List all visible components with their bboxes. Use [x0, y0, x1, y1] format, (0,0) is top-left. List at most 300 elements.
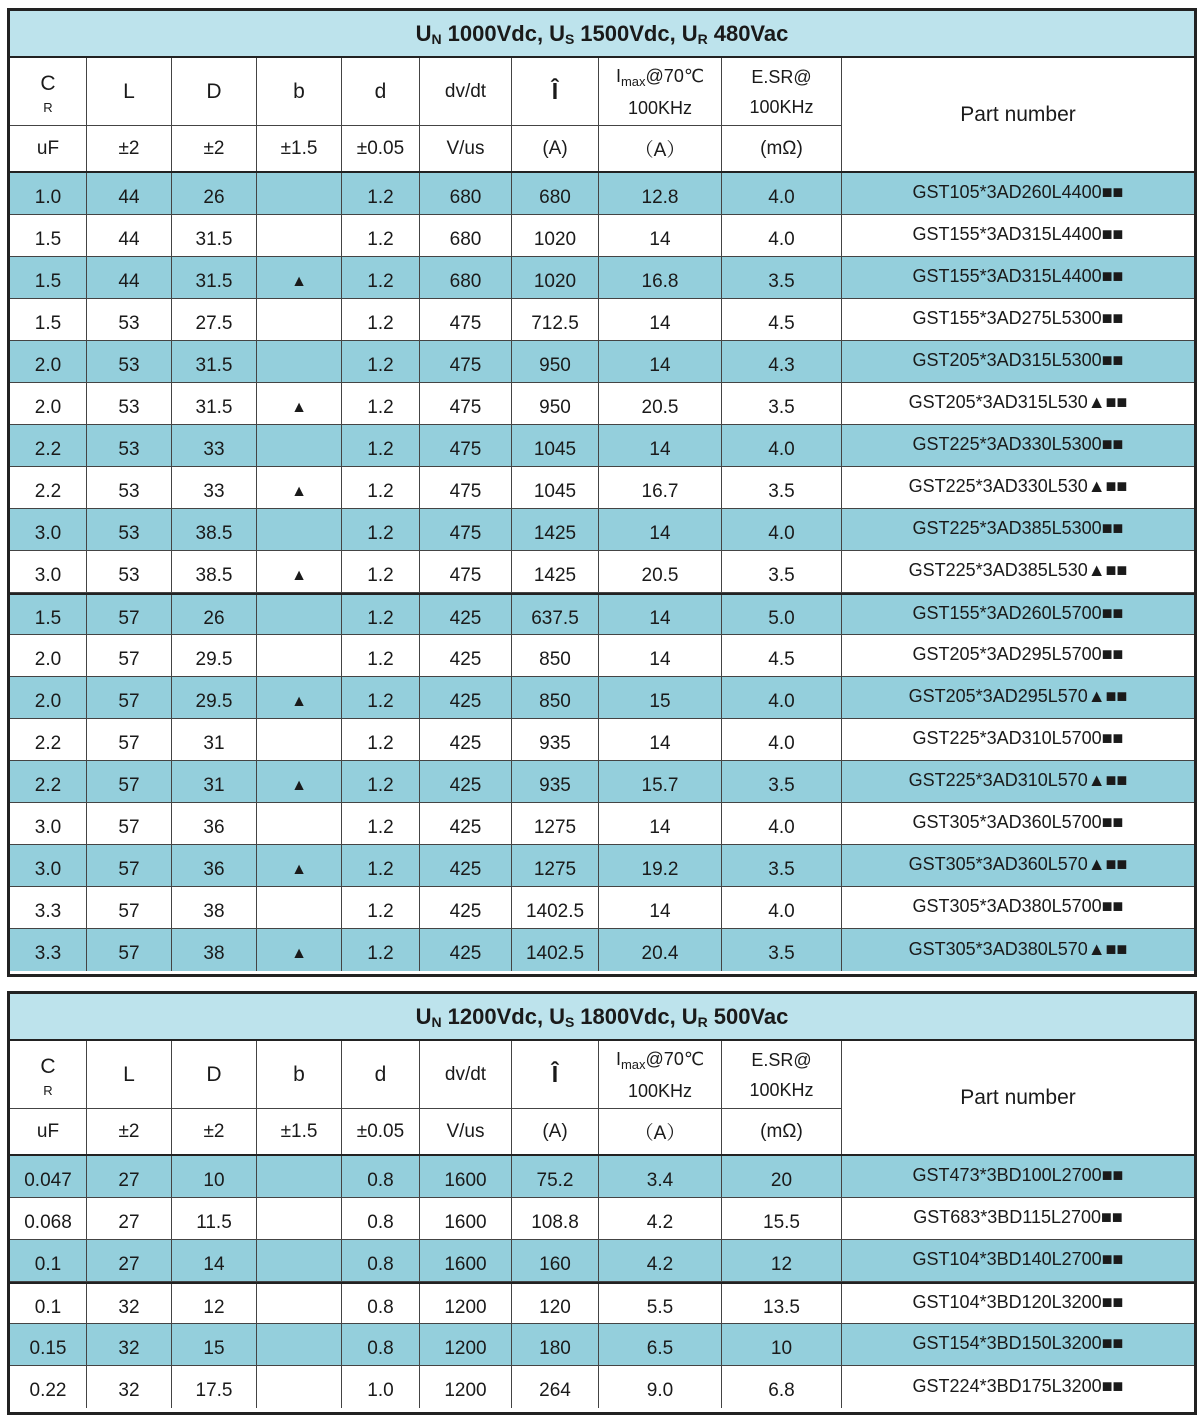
cell-cr [10, 173, 87, 214]
cell-value: 36 [203, 816, 225, 838]
cell-imax [599, 173, 722, 214]
table-header [10, 58, 1194, 173]
cell-value: 1.5 [34, 228, 62, 250]
cell-i [512, 257, 599, 298]
cell-cr [10, 1324, 87, 1365]
cell-value: 15.5 [763, 1211, 800, 1233]
cell-l [87, 1240, 172, 1281]
header-label-i [512, 1041, 598, 1109]
imax-subscript: max [620, 1056, 646, 1072]
table-row [10, 551, 1194, 593]
table-title [10, 11, 1194, 58]
header-cell-d [172, 1041, 257, 1154]
cell-part [842, 173, 1194, 214]
cell-imax [599, 719, 722, 760]
imax-freq: 100KHz [627, 1080, 693, 1101]
esr-line2 [749, 1075, 813, 1105]
cell-imax [599, 635, 722, 676]
cell-cr [10, 509, 87, 550]
cell-value: 31 [203, 774, 225, 796]
cell-imax [599, 215, 722, 256]
cell-value: 14 [203, 1253, 225, 1275]
cell-dd [342, 509, 420, 550]
header-cell-b [257, 1041, 342, 1154]
cell-i [512, 215, 599, 256]
imax-symbol: I [615, 1048, 621, 1069]
cell-cr [10, 595, 87, 634]
cell-esr [722, 551, 842, 592]
header-cell-dvdt [420, 1041, 512, 1154]
cell-dd [342, 1240, 420, 1281]
cell-value: 850 [539, 648, 571, 670]
cell-dvdt [420, 1156, 512, 1197]
cell-value: 1600 [444, 1211, 487, 1233]
table-header [10, 1041, 1194, 1156]
header-cell-imax [599, 58, 722, 171]
unit-label: （A） [634, 1123, 686, 1144]
cell-l [87, 677, 172, 718]
cell-value: 26 [203, 186, 225, 208]
cell-dvdt [420, 299, 512, 340]
cell-cr [10, 1156, 87, 1197]
header-label-esr [722, 1041, 841, 1109]
cell-value: 1.5 [34, 312, 62, 334]
cell-value: 3.0 [34, 522, 62, 544]
cell-dd [342, 341, 420, 382]
cell-l [87, 929, 172, 971]
cell-dd [342, 929, 420, 971]
part-number-label: Part number [960, 1085, 1076, 1109]
title-voltage-3 [682, 21, 789, 47]
cell-value: 29.5 [195, 690, 233, 712]
cell-value: ▲ [291, 776, 307, 794]
cell-value: 14 [649, 732, 671, 754]
cell-esr [722, 887, 842, 928]
esr-line2 [749, 92, 813, 122]
cell-d [172, 551, 257, 592]
cell-value: 1.2 [367, 228, 394, 250]
cell-esr [722, 1198, 842, 1239]
cell-value: 950 [539, 354, 571, 376]
cell-value: 1.2 [367, 900, 394, 922]
unit-label: V/us [446, 1120, 485, 1142]
unit-label: ±2 [118, 137, 140, 159]
cell-b [257, 719, 342, 760]
cell-value: 10 [203, 1169, 225, 1191]
unit-label: V/us [446, 137, 485, 159]
cell-l [87, 803, 172, 844]
cell-value: 53 [118, 396, 140, 418]
cell-b [257, 383, 342, 424]
cell-cr [10, 719, 87, 760]
cell-value: 15 [649, 690, 671, 712]
cell-dd [342, 595, 420, 634]
cell-value: 120 [539, 1296, 571, 1318]
cell-value: 0.22 [29, 1380, 67, 1401]
cell-part [842, 467, 1194, 508]
cell-value: 57 [118, 858, 140, 880]
cell-value: 425 [449, 900, 482, 922]
header-label-l [87, 58, 171, 126]
cell-imax [599, 1198, 722, 1239]
voltage-value: 1800Vdc, [580, 1003, 676, 1029]
cell-value: 12 [770, 1253, 793, 1275]
cell-dvdt [420, 677, 512, 718]
cell-imax [599, 341, 722, 382]
cell-cr [10, 803, 87, 844]
table-row [10, 845, 1194, 887]
cell-l [87, 215, 172, 256]
header-unit-esr [722, 126, 841, 171]
cell-l [87, 595, 172, 634]
cell-imax [599, 929, 722, 971]
header-symbol: C [40, 1055, 56, 1078]
cell-value: 57 [118, 900, 140, 922]
cell-value: 1.2 [367, 816, 394, 838]
cell-value: 11.5 [196, 1211, 232, 1233]
cell-value: 1020 [533, 270, 577, 292]
cell-value: 57 [118, 648, 140, 670]
cell-value: 20.5 [641, 396, 679, 418]
cell-part [842, 1240, 1194, 1281]
cell-value: 57 [118, 816, 140, 838]
header-label-imax [599, 1041, 721, 1109]
cell-value: 38.5 [195, 564, 233, 586]
cell-esr [722, 595, 842, 634]
cr-subscript: R [43, 1083, 53, 1098]
header-cell-part [842, 58, 1194, 171]
header-cell-dvdt [420, 58, 512, 171]
cell-i [512, 467, 599, 508]
cell-part [842, 677, 1194, 718]
cell-imax [599, 467, 722, 508]
cell-value: 425 [449, 774, 482, 796]
cell-dvdt [420, 425, 512, 466]
cell-value: 29.5 [195, 648, 233, 670]
cell-value: ▲ [291, 860, 307, 878]
imax-line1 [616, 1044, 704, 1076]
cell-value: 680 [449, 186, 482, 208]
cell-esr [722, 719, 842, 760]
imax-temp: @70℃ [645, 1048, 705, 1069]
cell-value: 4.0 [768, 522, 795, 544]
cell-value: 53 [118, 354, 140, 376]
cell-cr [10, 845, 87, 886]
cell-value: 19.2 [641, 858, 679, 880]
imax-symbol: I [615, 65, 621, 86]
cell-b [257, 215, 342, 256]
cell-value: 264 [539, 1380, 571, 1401]
cr-subscript: R [43, 100, 53, 115]
cell-value: 3.0 [34, 816, 62, 838]
voltage-symbol: U [549, 20, 565, 46]
header-label-dvdt [420, 1041, 511, 1109]
voltage-value: 1000Vdc, [447, 20, 544, 46]
header-cell-esr [722, 1041, 842, 1154]
cell-value: 425 [449, 816, 482, 838]
cell-value: 3.5 [768, 480, 795, 502]
cell-i [512, 677, 599, 718]
header-label-cr [10, 58, 86, 126]
cell-value: 9.0 [646, 1380, 674, 1401]
cell-dd [342, 173, 420, 214]
header-cell-i [512, 58, 599, 171]
cell-value: 4.2 [646, 1253, 674, 1275]
cell-value: 5.5 [646, 1296, 674, 1318]
cell-value: 0.8 [367, 1169, 394, 1191]
cell-l [87, 719, 172, 760]
unit-label: ±1.5 [280, 137, 318, 159]
cell-value: 20 [770, 1169, 793, 1191]
cell-cr [10, 215, 87, 256]
cell-value: 2.2 [34, 438, 62, 460]
cell-value: 38 [203, 900, 225, 922]
header-symbol: d [374, 79, 387, 103]
cell-cr [10, 1240, 87, 1281]
voltage-value: 500Vac [713, 1003, 789, 1029]
cell-imax [599, 257, 722, 298]
header-symbol: b [293, 79, 305, 103]
cell-b [257, 595, 342, 634]
cell-b [257, 551, 342, 592]
cell-part [842, 1156, 1194, 1197]
cell-b [257, 1240, 342, 1281]
cell-i [512, 761, 599, 802]
cell-cr [10, 1284, 87, 1323]
cell-part [842, 1284, 1194, 1323]
cell-value: 14 [649, 648, 671, 670]
unit-label: （A） [634, 140, 686, 161]
cell-b [257, 887, 342, 928]
cell-part [842, 215, 1194, 256]
part-number-label: Part number [960, 102, 1076, 126]
cell-b [257, 467, 342, 508]
cell-imax [599, 1284, 722, 1323]
cell-i [512, 845, 599, 886]
cell-value: 680 [449, 228, 482, 250]
unit-label: (mΩ) [760, 137, 803, 159]
part-number: GST205*3AD315L530▲■■ [908, 392, 1128, 412]
title-voltage-2 [549, 21, 676, 47]
cell-l [87, 257, 172, 298]
cell-value: 14 [649, 228, 671, 250]
header-part-number [842, 1041, 1194, 1154]
cell-imax [599, 761, 722, 802]
part-number: GST104*3BD140L2700■■ [912, 1249, 1124, 1269]
cell-value: 1425 [533, 522, 577, 544]
table-row [10, 887, 1194, 929]
cell-value: 160 [539, 1253, 571, 1275]
cell-i [512, 509, 599, 550]
unit-label: uF [36, 1120, 60, 1142]
cell-d [172, 1366, 257, 1408]
cell-value: 31.5 [195, 354, 233, 376]
cell-value: 935 [539, 774, 571, 796]
header-unit-l [87, 126, 171, 171]
cell-value: 1.2 [367, 564, 394, 586]
cell-dvdt [420, 595, 512, 634]
cell-dvdt [420, 1240, 512, 1281]
cell-dvdt [420, 719, 512, 760]
cell-value: 475 [449, 396, 482, 418]
cell-cr [10, 383, 87, 424]
cell-value: 425 [449, 607, 482, 629]
part-number: GST305*3AD380L570▲■■ [908, 938, 1128, 959]
cell-value: 6.8 [768, 1380, 795, 1401]
cell-value: 1.2 [367, 312, 394, 334]
cell-part [842, 1324, 1194, 1365]
part-number: GST155*3AD315L4400■■ [912, 266, 1124, 286]
header-unit-i [512, 1109, 598, 1154]
cell-part [842, 509, 1194, 550]
cell-l [87, 341, 172, 382]
header-unit-b [257, 126, 341, 171]
table-row [10, 929, 1194, 971]
header-symbol: D [206, 1062, 222, 1086]
cell-esr [722, 425, 842, 466]
esr-freq: 100KHz [749, 1079, 814, 1100]
cell-imax [599, 425, 722, 466]
cell-value: 475 [449, 564, 482, 586]
cell-part [842, 803, 1194, 844]
cell-value: 53 [118, 564, 140, 586]
unit-label: uF [36, 137, 60, 159]
cell-value: 57 [118, 690, 140, 712]
cell-value: 3.3 [34, 900, 62, 922]
title-voltage-1 [416, 1004, 543, 1030]
cell-value: 680 [449, 270, 482, 292]
cell-value: ▲ [291, 566, 307, 584]
cell-value: 3.4 [646, 1169, 674, 1191]
cell-part [842, 425, 1194, 466]
cell-value: 1600 [444, 1169, 487, 1191]
cell-dvdt [420, 383, 512, 424]
esr-line1 [751, 1045, 811, 1075]
cell-value: ▲ [291, 398, 307, 416]
cell-d [172, 215, 257, 256]
header-symbol: C [40, 72, 56, 95]
spec-table-1200vdc [7, 991, 1197, 1415]
cell-dd [342, 215, 420, 256]
cell-value: 0.15 [29, 1337, 67, 1359]
part-number: GST225*3AD385L530▲■■ [908, 560, 1128, 580]
cell-b [257, 677, 342, 718]
cell-i [512, 1240, 599, 1281]
unit-label: ±0.05 [356, 1120, 405, 1142]
cell-value: 4.0 [768, 900, 795, 922]
header-label-d [172, 58, 256, 126]
header-symbol: L [123, 79, 135, 103]
cell-d [172, 887, 257, 928]
cell-esr [722, 299, 842, 340]
cell-value: 20.4 [641, 943, 679, 964]
cell-part [842, 551, 1194, 592]
header-cell-d [172, 58, 257, 171]
cell-d [172, 929, 257, 971]
cell-i [512, 425, 599, 466]
cell-value: 1.2 [367, 186, 394, 208]
cell-value: 16.8 [641, 270, 679, 292]
cell-cr [10, 677, 87, 718]
cell-value: 36 [203, 858, 225, 880]
cell-imax [599, 299, 722, 340]
cell-value: 1.2 [367, 438, 394, 460]
cell-b [257, 929, 342, 971]
table-row [10, 173, 1194, 215]
cell-d [172, 425, 257, 466]
unit-label: (A) [542, 137, 568, 159]
cell-value: 0.047 [24, 1169, 72, 1191]
cell-b [257, 1284, 342, 1323]
cell-value: 27 [118, 1253, 140, 1275]
unit-label: ±2 [203, 137, 225, 159]
cell-b [257, 425, 342, 466]
voltage-subscript: N [431, 1013, 442, 1030]
cell-value: 4.5 [768, 648, 795, 670]
cell-value: 1.2 [367, 648, 394, 670]
cell-value: 1425 [533, 564, 577, 586]
cell-i [512, 1284, 599, 1323]
title-voltage-2 [549, 1004, 676, 1030]
cell-value: 57 [118, 607, 140, 629]
cell-i [512, 803, 599, 844]
cell-value: 475 [449, 312, 482, 334]
cell-d [172, 1324, 257, 1365]
cell-part [842, 341, 1194, 382]
table-row [10, 1156, 1194, 1198]
cell-dd [342, 1198, 420, 1239]
part-number: GST225*3AD310L5700■■ [912, 728, 1124, 748]
cell-value: 1.2 [367, 690, 394, 712]
header-label-i [512, 58, 598, 126]
cell-imax [599, 1324, 722, 1365]
voltage-subscript: S [564, 30, 575, 47]
cell-b [257, 1366, 342, 1408]
part-number: GST205*3AD315L5300■■ [912, 350, 1124, 370]
cell-value: 1045 [533, 480, 577, 502]
cell-value: 850 [539, 690, 571, 712]
cell-dvdt [420, 803, 512, 844]
part-number: GST224*3BD175L3200■■ [912, 1375, 1124, 1396]
cell-d [172, 173, 257, 214]
cell-value: 0.8 [367, 1253, 394, 1275]
table-row [10, 1240, 1194, 1282]
cell-value: 712.5 [531, 312, 579, 334]
header-label-l [87, 1041, 171, 1109]
esr-freq: 100KHz [749, 96, 814, 117]
cell-value: 2.0 [34, 648, 62, 670]
voltage-value: 1500Vdc, [580, 20, 676, 46]
cell-value: 3.0 [34, 564, 62, 586]
cell-esr [722, 1284, 842, 1323]
cell-value: 1.2 [367, 858, 394, 880]
cell-d [172, 383, 257, 424]
cell-value: 425 [449, 690, 482, 712]
cell-dd [342, 1366, 420, 1408]
esr-label: E.SR@ [751, 66, 812, 87]
imax-freq: 100KHz [627, 97, 693, 118]
cell-imax [599, 1156, 722, 1197]
cell-value: ▲ [291, 945, 307, 962]
header-unit-cr [10, 126, 86, 171]
part-number: GST104*3BD120L3200■■ [912, 1292, 1124, 1312]
cell-cr [10, 761, 87, 802]
cell-value: 12 [203, 1296, 225, 1318]
cell-esr [722, 215, 842, 256]
cell-imax [599, 509, 722, 550]
cell-d [172, 845, 257, 886]
cell-part [842, 383, 1194, 424]
